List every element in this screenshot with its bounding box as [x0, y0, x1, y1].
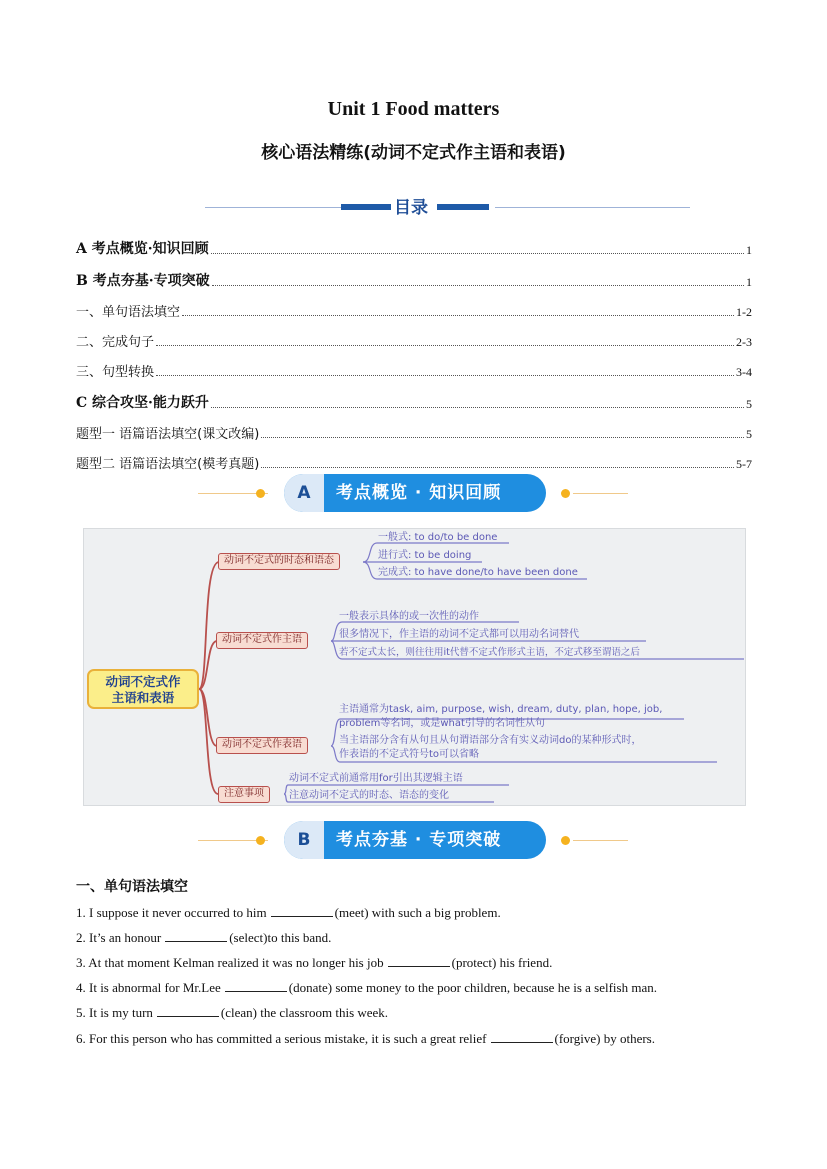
- exercise-text: 1. I suppose it never occurred to him: [76, 905, 267, 920]
- toc-entry-text: 题型二 语篇语法填空(模考真题): [76, 457, 260, 472]
- connector: [199, 562, 219, 689]
- banner-dot-icon: [256, 836, 265, 845]
- dot-leader: [156, 345, 734, 346]
- exercise-item: [76, 1004, 388, 1021]
- leaf-text: 进行式: to be doing: [378, 550, 472, 561]
- exercise-text: 3. At that moment Kelman realized it was no longer his job: [76, 955, 384, 970]
- section-banner-b: [198, 821, 628, 861]
- dot-leader: [212, 285, 744, 286]
- exercise-text: (select)to this band.: [229, 930, 332, 945]
- toc-entry-text: 二、完成句子: [76, 335, 155, 350]
- dot-leader: [211, 407, 744, 408]
- toc-entry[interactable]: [76, 350, 752, 380]
- leaf-text: 注意动词不定式的时态、语态的变化: [289, 790, 449, 801]
- leaf-text: 当主语部分含有从句且从句谓语部分含有实义动词do的某种形式时，: [339, 735, 642, 746]
- toc-entry[interactable]: [76, 258, 752, 290]
- banner-text: 考点概览 · 知识回顾: [336, 483, 502, 503]
- toc-page-number: 2-3: [736, 335, 752, 349]
- dot-leader: [261, 467, 734, 468]
- toc-page-number: 5: [746, 427, 752, 441]
- exercise-item: [76, 1030, 655, 1047]
- dot-leader: [211, 253, 744, 254]
- toc-entry-text: 一、单句语法填空: [76, 305, 181, 320]
- root-line: 动词不定式作: [105, 674, 181, 689]
- leaf-text: 很多情况下，作主语的动词不定式都可以用动名词替代: [339, 629, 579, 640]
- leaf-text: 一般表示具体的或一次性的动作: [339, 611, 479, 622]
- leaf-text: 若不定式太长，则往往用it代替不定式作形式主语，不定式移至谓语之后: [339, 647, 640, 658]
- banner-dot-icon: [256, 489, 265, 498]
- leaf-text: 主语通常为task, aim, purpose, wish, dream, duty, plan, hope, job,: [339, 704, 663, 715]
- toc-heading-label: 目录: [394, 198, 428, 218]
- exercise-item: [76, 929, 331, 946]
- exercise-item: [76, 904, 501, 921]
- document-subtitle: 核心语法精练(动词不定式作主语和表语): [261, 143, 566, 163]
- section-banner-a: [198, 474, 628, 514]
- branch-node: 动词不定式作主语: [216, 632, 308, 649]
- exercise-text: 2. It’s an honour: [76, 930, 162, 945]
- exercise-text: (clean) the classroom this week.: [220, 1005, 389, 1020]
- leaf-text: problem等名词，或是what引导的名词性从句: [339, 718, 545, 729]
- banner-line: [573, 840, 628, 841]
- toc-entry-text: 题型一 语篇语法填空(课文改编): [76, 427, 260, 442]
- toc-entry[interactable]: [76, 320, 752, 350]
- toc-entry-text: C 综合攻坚·能力跃升: [76, 395, 209, 411]
- answer-blank[interactable]: [491, 1030, 553, 1043]
- branch-node: 动词不定式作表语: [216, 737, 308, 754]
- document-title: Unit 1 Food matters: [327, 98, 500, 120]
- heading-bar: [437, 204, 489, 210]
- banner-pill: [284, 474, 546, 512]
- heading-bar: [341, 204, 391, 210]
- toc-entry[interactable]: [76, 226, 752, 258]
- leaf-text: 一般式: to do/to be done: [378, 532, 498, 543]
- dot-leader: [182, 315, 734, 316]
- leaf-text: 动词不定式前通常用for引出其逻辑主语: [289, 773, 463, 784]
- banner-letter: A: [284, 474, 324, 512]
- toc-heading: [205, 192, 690, 220]
- connector: [199, 689, 217, 746]
- branch-node: 动词不定式的时态和语态: [218, 553, 340, 570]
- toc-page-number: 1: [746, 275, 752, 289]
- banner-text: 考点夯基 · 专项突破: [336, 830, 502, 850]
- banner-pill: [284, 821, 546, 859]
- table-of-contents: [76, 226, 752, 472]
- toc-page-number: 1: [746, 243, 752, 257]
- dot-leader: [156, 375, 734, 376]
- answer-blank[interactable]: [271, 904, 333, 917]
- toc-entry[interactable]: [76, 412, 752, 442]
- banner-dot-icon: [561, 836, 570, 845]
- leaf-text: 完成式: to have done/to have been done: [378, 567, 578, 578]
- answer-blank[interactable]: [165, 929, 227, 942]
- exercise-text: 6. For this person who has committed a serious mistake, it is such a great relief: [76, 1031, 487, 1046]
- toc-entry-text: B 考点夯基·专项突破: [76, 273, 210, 289]
- section-title: 一、单句语法填空: [76, 879, 188, 895]
- exercise-text: (forgive) by others.: [554, 1031, 655, 1046]
- mind-map: [83, 528, 746, 806]
- mind-map-root: [87, 669, 199, 709]
- exercise-text: 4. It is abnormal for Mr.Lee: [76, 980, 221, 995]
- banner-line: [573, 493, 628, 494]
- toc-page-number: 1-2: [736, 305, 752, 319]
- leaf-text: 作表语的不定式符号to可以省略: [339, 749, 480, 760]
- toc-page-number: 5: [746, 397, 752, 411]
- exercise-text: (donate) some money to the poor children, because he is a selfish man.: [288, 980, 657, 995]
- answer-blank[interactable]: [157, 1004, 219, 1017]
- banner-dot-icon: [561, 489, 570, 498]
- toc-entry[interactable]: [76, 442, 752, 472]
- exercise-text: 5. It is my turn: [76, 1005, 153, 1020]
- answer-blank[interactable]: [388, 954, 450, 967]
- toc-entry-text: A 考点概览·知识回顾: [76, 241, 209, 257]
- exercise-text: (protect) his friend.: [451, 955, 553, 970]
- toc-entry-text: 三、句型转换: [76, 365, 155, 380]
- dot-leader: [261, 437, 744, 438]
- branch-node: 注意事项: [218, 786, 270, 803]
- banner-letter: B: [284, 821, 324, 859]
- divider: [205, 207, 345, 208]
- toc-entry[interactable]: [76, 290, 752, 320]
- divider: [495, 207, 690, 208]
- toc-page-number: 3-4: [736, 365, 752, 379]
- exercise-text: (meet) with such a big problem.: [334, 905, 501, 920]
- exercise-item: [76, 979, 657, 996]
- exercise-item: [76, 954, 552, 971]
- toc-entry[interactable]: [76, 380, 752, 412]
- answer-blank[interactable]: [225, 979, 287, 992]
- root-line: 主语和表语: [111, 690, 175, 705]
- toc-page-number: 5-7: [736, 457, 752, 471]
